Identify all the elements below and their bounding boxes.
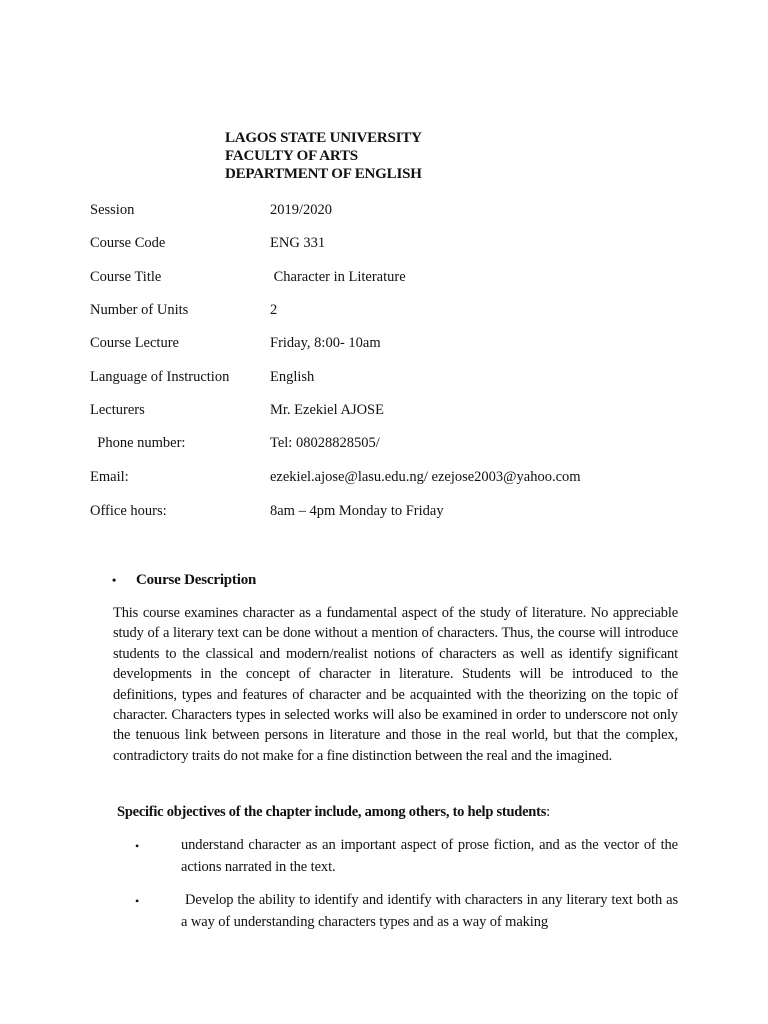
bullet-icon: • [135,839,140,853]
info-label: Course Title [90,269,162,285]
course-description-heading [112,571,256,589]
info-value: 8am – 4pm Monday to Friday [270,503,444,519]
objectives-intro-text: Specific objectives of the chapter include, among others, to help students [117,804,547,820]
objective-text: understand character as an important aspect of prose fiction, and as the vector of the actions narrated in the text. [181,837,678,875]
info-value: Friday, 8:00- 10am [270,335,381,351]
bullet-icon: • [135,894,140,908]
info-label: Office hours: [90,503,167,519]
info-label: Course Lecture [90,335,179,351]
info-value: Character in Literature [270,269,406,285]
info-label: Language of Instruction [90,369,230,385]
objectives-intro-colon: : [546,804,550,820]
course-description-text: This course examines character as a fundamental aspect of the study of literature. No appreciable study of a literary text can be done without a mention of characters. Thus, the course will introduce students to the classical and modern/realist notions of characters as well as identify significant developments in the concept of character in literature. Students will be introduced to the definitions, types and features of character and be acquainted with the theorizing on the topic of character. Characters types in selected works will also be examined in order to underscore not only the tenuous link between persons in literature and those in the real world, but that the complex, contradictory traits do not make for a fine distinction between the real and the imagined. [113,605,678,764]
info-value: Mr. Ezekiel AJOSE [270,402,384,418]
info-label: Email: [90,469,129,485]
info-label: Session [90,202,135,218]
info-value: ezekiel.ajose@lasu.edu.ng/ ezejose2003@yahoo.com [270,469,581,485]
heading-text: Course Description [136,572,257,588]
info-label: Phone number: [90,435,186,451]
info-label: Number of Units [90,302,189,318]
info-value: 2019/2020 [270,202,333,218]
info-value: Tel: 08028828505/ [270,435,380,451]
department-name: DEPARTMENT OF ENGLISH [225,166,422,182]
bullet-icon: • [112,573,117,587]
info-value: ENG 331 [270,235,326,251]
faculty-name: FACULTY OF ARTS [225,148,358,164]
info-label: Course Code [90,235,166,251]
info-value: English [270,369,315,385]
objectives-intro [117,803,550,821]
document-header [225,129,422,183]
info-value: 2 [270,302,278,318]
info-label: Lecturers [90,402,145,418]
university-name: LAGOS STATE UNIVERSITY [225,130,422,146]
objective-text: Develop the ability to identify and identify with characters in any literary text both as a way of understanding characters types and as a way of making [181,892,682,930]
